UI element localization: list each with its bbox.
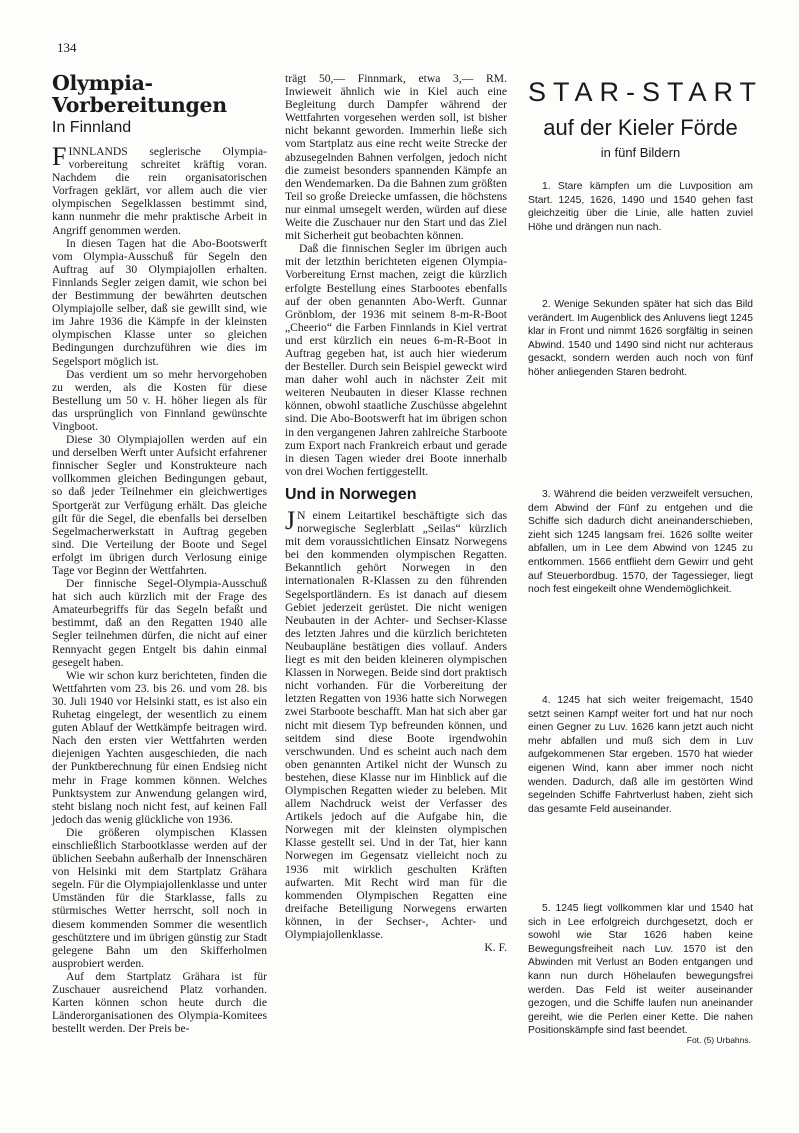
sidebar-title-line2: auf der Kieler Förde [543, 115, 738, 140]
paragraph: FINNLANDS seglerische Olympia-vorbereitung schreitet kräftig voran. Nachdem die rein organisatorischen Vorfragen geklärt, vor allem auch die vier olympischen Segelklassen bestimmt sind, kann nunmehr die mehr praktische Arbeit in Angriff genommen werden. [52, 142, 267, 237]
paragraph: Diese 30 Olympiajollen werden auf ein und derselben Werft unter Aufsicht erfahrener finnischer Segler und Konstrukteure nach vollkommen gleichen Bedingungen gebaut, so daß jeder Teilnehmer ein gleichwertiges Sportgerät zur Verfügung erhält. Das gleiche gilt für die Segel, die ebenfalls bei derselben Segelmacherwerkstatt in Auftrag gegeben sind. Die Verteilung der Boote und Segel erfolgt im übrigen durch Verlosung einige Tage vor Beginn der Wettfahrten. [52, 433, 267, 577]
paragraph: Auf dem Startplatz Grähara ist für Zuschauer ausreichend Platz vorhanden. Karten können schon heute durch die Länderorganisationen des Olympia-Komitees bestellt werden. Der Preis be- [52, 969, 267, 1036]
paragraph: J N einem Leitartikel beschäftigte sich das norwegische Seglerblatt „Seilas“ kürzlich mit dem voraussichtlichen Einsatz Norwegens bei den kommenden olympischen Regatten. Bekanntlich gehört Norwegen in den internationalen R-Klassen zu den führenden Segelsportländern. Es ist danach auf diesem Gebiet jederzeit gerüstet. Die nicht wenigen Neubauten in der Achter- und Sechser-Klasse des letzten Jahres und die kürzlich berichteten Neubaupläne bestätigen dies vollauf. Anders liegt es mit den beiden kleineren olympischen Klassen in Norwegen. Beide sind dort praktisch nicht vorhanden. Für die Vorbereitung der letzten Regatten von 1936 hatte sich Norwegen zwei Starboote beschafft. Man hat sich aber gar nicht mit diesem Typ befreunden können, und seitdem sind diese Boote irgendwohin verschwunden. Und es scheint auch nach dem oben genannten Artikel nicht der Wunsch zu bestehen, diese Klasse nur im Hinblick auf die Olympischen Regatten wieder zu beleben. Mit allem Nachdruck weist der Verfasser des Artikels jedoch auf die Aufgabe hin, die Norwegen mit der kleinsten olympischen Klasse gestellt sei. Und in der Tat, hier kann Norwegen im Gegensatz vielleicht noch zu 1936 mit wirklich geschulten Kräften aufwarten. Mit Recht wird man für die kommenden Olympischen Regatten eine dreifache Beteiligung Norwegens erwarten können, in der Sechser-, Achter- und Olympiajollenklasse. [285, 506, 507, 941]
paragraph: Der finnische Segel-Olympia-Ausschuß hat sich auch kürzlich mit der Frage des Amateurbegriffs für das Segeln befaßt und bestimmt, daß an den Regatten 1940 alle Segler teilnehmen dürfen, die nicht auf einer Rennyacht gegen Entgelt bis dahin einmal gesegelt haben. [52, 577, 267, 669]
paragraph: Daß die finnischen Segler im übrigen auch mit der letzthin berichteten eigenen Olympia-Vorbereitung Ernst machen, zeigt die kürzlich erfolgte Bestellung eines Starbootes ebenfalls auf der oben genannten Abo-Werft. Gunnar Grönblom, der 1936 mit seinem 8-m-R-Boot „Cheerio“ die Farben Finnlands in Kiel vertrat und erst kürzlich ein neues 6-m-R-Boot in Auftrag gegeben hat, ist auch hier wiederum der Besteller. Durch sein Beispiel geweckt wird man daher wohl auch in nächster Zeit mit weiteren Neubauten in dieser Klasse rechnen können, obwohl staatliche Zuschüsse abgelehnt sind. Die Abo-Bootswerft hat im übrigen schon in den vergangenen Jahren zahlreiche Starboote zum Export nach Frankreich erbaut und gerade in diesen Tagen wieder drei Boote innerhalb von drei Wochen fertiggestellt. [285, 242, 507, 478]
sidebar-subtitle: in fünf Bildern [600, 145, 681, 160]
article-subtitle-norwegen: Und in Norwegen [285, 485, 417, 503]
page-number: 134 [57, 40, 77, 55]
paragraph: Wie wir schon kurz berichteten, finden die Wettfahrten vom 23. bis 26. und vom 28. bis 30. Juli 1940 vor Helsinki statt, es ist also ein Ruhetag eingelegt, der wesentlich zu einem guten Ablauf der Wettkämpfe beitragen wird. Nach den ersten vier Wettfahrten werden diejenigen Yachten ausgeschieden, die nach der Punktberechnung für einen Endsieg nicht mehr in Frage kommen können. Welches Punktsystem zur Anwendung gelangen wird, steht bislang noch nicht fest, auf keinen Fall jedoch das wenig glückliche von 1936. [52, 668, 267, 826]
paragraph: Das verdient um so mehr hervorgehoben zu werden, als die Kosten für diese Bestellung um 50 v. H. höher liegen als für das ursprünglich von Finnland gewünschte Vingboot. [52, 367, 267, 433]
photo-credit: Fot. (5) Urbahns. [686, 1035, 751, 1045]
caption-1: 1. Stare kämpfen um die Luvposition am Start. 1245, 1626, 1490 und 1540 gehen fast gleichzeitig über die Linie, alle hatten zuviel Höhe und drängen nun nach. [528, 181, 753, 233]
article-title: Olympia-Vorbereitungen [52, 71, 227, 117]
sidebar-title: STAR-START [528, 77, 764, 107]
article-column-2 [285, 72, 507, 954]
caption-4: 4. 1245 hat sich weiter freigemacht, 1540 setzt seinen Kampf weiter fort und hat nur noch einen Gegner zu Luv. 1626 kann jetzt auch nicht mehr abfallen und muß sich dem in Luv aufgekommenen Star ergeben. 1570 hat wieder eigenen Wind, kann aber immer noch nicht wenden. Dadurch, daß alle im gestörten Wind segelnden Schiffe Fahrtverlust haben, zieht sich das gesamte Feld auseinander. [528, 695, 753, 815]
signature: K. F. [484, 941, 507, 955]
article-subtitle-finnland: In Finnland [52, 119, 132, 136]
paragraph: trägt 50,— Finnmark, etwa 3,— RM. Inwieweit ähnlich wie in Kiel auch eine Begleitung durch Dampfer während der Wettfahrten vorgesehen werden soll, ist bisher nicht bekannt geworden. Immerhin ließe sich vom Startplatz aus eine recht weite Strecke der abzusegelnden Bahnen verfolgen, jedoch nicht die zumeist besonders spannenden Kämpfe an den Wendemarken. Da die Bahnen zum größten Teil so große Dreiecke umfassen, die höchstens nur einmal umsegelt werden, würden auf diese Weite die Zuschauer nur den Start und das Ziel mit Sicherheit gut beobachten können. [285, 72, 507, 243]
caption-2: 2. Wenige Sekunden später hat sich das Bild verändert. Im Augenblick des Anluvens liegt 1245 klar in Front und nimmt 1626 sorgfältig in seinen Abwind. 1540 und 1490 sind nicht nur achteraus gesackt, sondern werden auch noch von fünf höher anliegenden Staren bedroht. [528, 299, 753, 378]
article-column-1 [52, 72, 267, 1035]
dropcap: J [285, 506, 296, 535]
caption-3: 3. Während die beiden verzweifelt versuchen, dem Abwind der Fünf zu entgehen und die Schiffe sich dadurch dicht aneinanderschieben, zieht sich 1245 langsam frei. 1626 sollte weiter abfallen, um in Lee dem Abwind von 1245 zu entkommen. 1566 entflieht dem Gewirr und geht auf Steuerbordbug. 1570, der Tagessieger, liegt noch fest eingekeilt ohne Wendemöglichkeit. [528, 489, 753, 596]
paragraph: In diesen Tagen hat die Abo-Bootswerft vom Olympia-Ausschuß für Segeln den Auftrag auf 30 Olympiajollen erhalten. Finnlands Segler zeigen damit, wie schon bei der Bestimmung der bewährten deutschen Olympiajolle selber, daß sie gewillt sind, wie im Jahre 1936 die Kämpfe in der kleinsten olympischen Klasse unter so gleichen Bedingungen durchzuführen wie dies im Segelsport möglich ist. [52, 236, 267, 368]
paragraph: Die größeren olympischen Klassen einschließlich Starbootklasse werden auf der üblichen Seebahn außerhalb der Innenschären von Helsinki mit dem Startplatz Grähara segeln. Für die Olympiajollenklasse und unter Umständen für die Starklasse, falls zu stürmisches Wetter herrscht, soll noch in diesem kommenden Sommer die wesentlich geschütztere und im übrigen günstig zur Stadt gelegene Bahn um den Skifferholmen ausprobiert werden. [52, 825, 267, 970]
sidebar-column [528, 76, 764, 1076]
dropcap: F [52, 142, 67, 171]
caption-5: 5. 1245 liegt vollkommen klar und 1540 hat sich in Lee erfolgreich durchgesetzt, doch er sowohl wie Star 1626 haben keine Bewegungsfreiheit nach Luv. 1570 ist den Abwinden mit Verlust an Boden entgangen und kann nun durch Höhelaufen bewegungsfrei werden. Das Feld ist weiter auseinander gezogen, und die Schiffe laufen nun aneinander gereiht, wie die Perlen einer Kette. Die nahen Positionskämpfe sind fast beendet. [528, 903, 753, 1037]
